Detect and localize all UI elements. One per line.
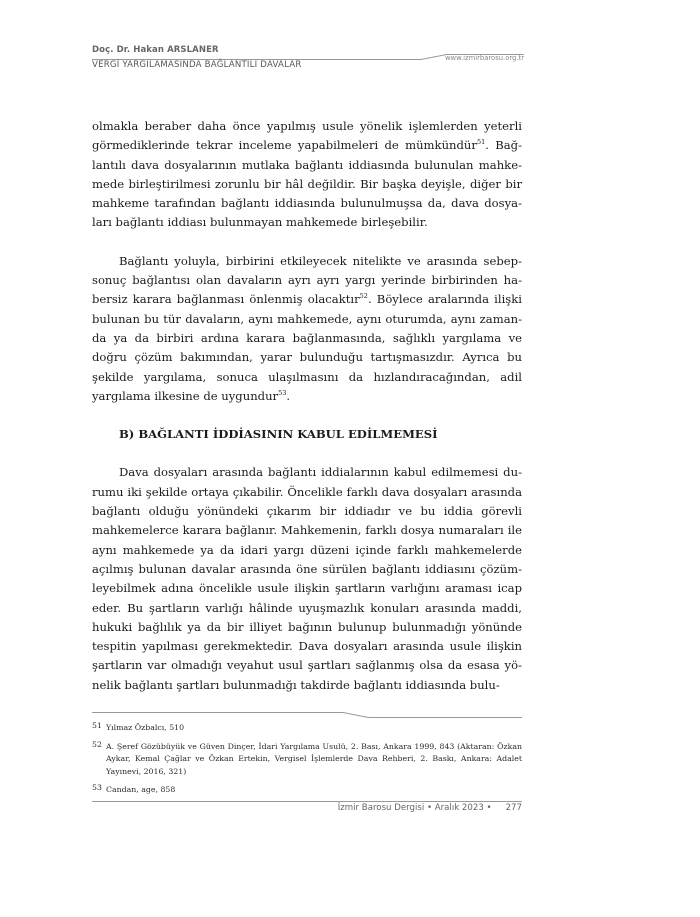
section-heading: B) BAĞLANTI İDDİASININ KABUL EDİLMEMESİ bbox=[119, 427, 438, 442]
footnote-text: A. Şeref Gözübüyük ve Güven Dinçer, İdari Yargılama Usulü, 2. Bası, Ankara 1999, 843 (Aktaran: Özkan Aykar, Kemal Çağlar ve Özkan Ertekin, Vergisel İşlemlerde Dava Rehberi, 2. Baskı, Ankara: Adalet Yayınevi, 2016, 321) bbox=[106, 741, 522, 776]
footnote-text: Yılmaz Özbalcı, 510 bbox=[106, 723, 185, 732]
footnote-number: 53 bbox=[92, 783, 102, 792]
paragraph-2-text-c: . bbox=[286, 388, 291, 403]
author-surname: ARSLANER bbox=[167, 45, 219, 55]
paragraph-2-text-a: Bağlantı yoluyla, birbirini etkileyecek nitelikte ve arasında sebepsonuç bağlantısı olan davaların ayrı ayrı yargı yerinde birbirinden habersiz karara bağlanması önlenmiş olacaktır bbox=[92, 253, 522, 307]
footnote-number: 52 bbox=[92, 739, 102, 749]
running-header-title: VERGİ YARGILAMASINDA BAĞLANTILI DAVALAR bbox=[92, 60, 302, 70]
paragraph-2-text-b: . Böylece aralarında ilişki bulunan bu tür davaların, aynı mahkemede, aynı oturumda, aynı zamanda ya da birbiri ardına karara bağlanmasında, sağlıklı yargılama ve doğru çözüm bakımından, yarar bulunduğu tartışmasızdır. Ayrıca bu şekilde yargılama, sonuca ulaşılmasını da hızlandıracağından, adil yargılama ilkesine de uygundur bbox=[92, 292, 522, 403]
paragraph-1-text-b: . Bağlantılı dava dosyalarının mutlaka bağlantı iddiasında bulunulan mahkemede birleştirilmesi zorunlu bir hâl değildir. Bir başka deyişle, diğer bir mahkeme tarafından bağlantı iddiasında bulunulmuşsa da, dava dosyaları bağlantı iddiası bulunmayan mahkemede birleşebilir. bbox=[92, 138, 522, 230]
footnote-ref-51: 51 bbox=[476, 138, 486, 147]
footnote-text: Candan, age, 858 bbox=[106, 785, 176, 794]
footer-journal: İzmir Barosu Dergisi • Aralık 2023 • bbox=[337, 803, 492, 813]
running-footer bbox=[338, 803, 522, 813]
paragraph-1 bbox=[92, 117, 522, 233]
page-number: 277 bbox=[505, 803, 522, 813]
footnote-ref-53: 53 bbox=[278, 388, 287, 397]
footnote-rule bbox=[92, 712, 344, 713]
running-header-author bbox=[92, 45, 219, 55]
header-url: www.izmirbarosu.org.tr bbox=[444, 54, 524, 62]
paragraph-1-text-a: olmakla beraber daha önce yapılmış usule yönelik işlemlerden yeterli görmediklerinde tekrar inceleme yapabilmeleri de mümkündür bbox=[92, 119, 522, 153]
footnote-51 bbox=[92, 722, 522, 735]
paragraph-3: Dava dosyaları arasında bağlantı iddialarının kabul edilmemesi durumu iki şekilde ortaya çıkabilir. Öncelikle farklı dava dosyaları arasında bağlantı olduğu yönündeki çıkarım bir iddiadır ve bu iddia görevli mahkemelerce karara bağlanır. Mahkemenin, farklı dosya numaraları ile aynı mahkemede ya da idari yargı düzeni içinde farklı mahkemelerde açılmış bulunan davalar arasında öne sürülen bağlantı iddiasını çözümleyebilmek adına öncelikle usule ilişkin şartların varlığını araması icap eder. Bu şartların varlığı hâlinde uyuşmazlık konuları arasında maddi, hukuki bağlılık ya da bir illiyet bağının bulunup bulunmadığı yönünde tespitin yapılması gerekmektedir. Dava dosyaları arasında usule ilişkin şartların var olmadığı veyahut usul şartları sağlanmış olsa da esasa yönelik bağlantı şartları bulunmadığı takdirde bağlantı iddiasında bulu- bbox=[92, 465, 522, 692]
body-text bbox=[92, 117, 522, 695]
header-rule-diagonal bbox=[421, 54, 447, 60]
paragraph-2 bbox=[92, 252, 522, 406]
footnote-52 bbox=[92, 741, 522, 779]
author-prefix: Doç. Dr. Hakan bbox=[92, 45, 168, 55]
footnote-53 bbox=[92, 784, 522, 797]
footnote-number: 51 bbox=[92, 721, 102, 730]
footnote-ref-52: 52 bbox=[359, 292, 368, 301]
footer-rule bbox=[92, 801, 522, 802]
footnotes bbox=[92, 718, 522, 797]
